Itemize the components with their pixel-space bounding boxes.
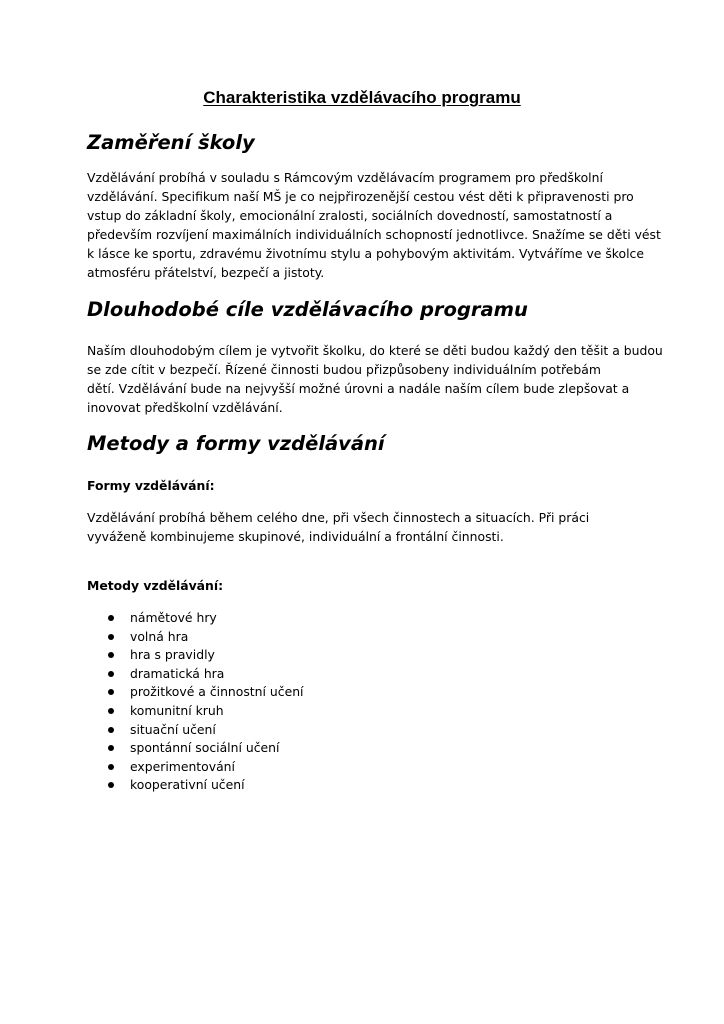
section-paragraph-zamereni-skoly	[87, 168, 661, 282]
section-heading-metody-formy: Metody a formy vzdělávání	[87, 432, 385, 455]
list-item-label: spontánní sociální učení	[130, 740, 280, 756]
document-title: Charakteristika vzdělávacího programu	[203, 88, 521, 107]
paragraph-line: vyváženě kombinujeme skupinové, individuální a frontální činnosti.	[87, 529, 504, 544]
forms-paragraph	[87, 508, 647, 546]
paragraph-line: vstup do základní školy, emocionální zralosti, sociálních dovedností, samostatností a	[87, 208, 613, 223]
paragraph-line: Vzdělávání probíhá během celého dne, při všech činnostech a situacích. Při práci	[87, 510, 590, 525]
list-item	[104, 683, 304, 702]
list-item	[104, 758, 304, 777]
list-item-label: kooperativní učení	[130, 777, 245, 793]
list-item	[104, 702, 304, 721]
paragraph-line: inovovat předškolní vzdělávání.	[87, 400, 283, 415]
list-item-label: komunitní kruh	[130, 702, 224, 718]
paragraph-line: vzdělávání. Specifikum naší MŠ je co nejpřirozenější cestou vést děti k připravenosti pro	[87, 189, 634, 204]
list-item-label: experimentování	[130, 758, 235, 774]
section-heading-zamereni-skoly: Zaměření školy	[87, 131, 255, 154]
bullet-icon	[108, 689, 114, 695]
methods-subheading: Metody vzdělávání:	[87, 578, 224, 593]
list-item-label: dramatická hra	[130, 665, 225, 681]
bullet-icon	[108, 708, 114, 714]
bullet-icon	[108, 745, 114, 751]
list-item-label: námětové hry	[130, 610, 217, 625]
list-item-label: volná hra	[130, 628, 189, 644]
bullet-icon	[108, 727, 114, 733]
list-item	[104, 609, 304, 628]
list-item	[104, 665, 304, 684]
list-item-label: prožitkové a činnostní učení	[130, 684, 304, 700]
list-item-label: hra s pravidly	[130, 647, 215, 663]
paragraph-line: atmosféru přátelství, bezpečí a jistoty.	[87, 265, 325, 280]
bullet-icon	[108, 764, 114, 770]
list-item-label: situační učení	[130, 721, 216, 737]
list-item	[104, 721, 304, 740]
paragraph-line: k lásce ke sportu, zdravému životnímu stylu a pohybovým aktivitám. Vytváříme ve školce	[87, 246, 644, 261]
forms-subheading: Formy vzdělávání:	[87, 478, 215, 493]
bullet-icon	[108, 652, 114, 658]
bullet-icon	[108, 615, 114, 621]
paragraph-line: především rozvíjení maximálních individuálních schopností jednotlivce. Snažíme se děti vést	[87, 227, 661, 242]
list-item	[104, 646, 304, 665]
paragraph-line: dětí. Vzdělávání bude na nejvyšší možné úrovni a nadále naším cílem bude zlepšovat a	[87, 381, 630, 396]
list-item	[104, 776, 304, 795]
paragraph-line: se zde cítit v bezpečí. Řízené činnosti budou přizpůsobeny individuálním potřebám	[87, 362, 601, 377]
paragraph-line: Vzdělávání probíhá v souladu s Rámcovým vzdělávacím programem pro předškolní	[87, 170, 603, 185]
bullet-icon	[108, 634, 114, 640]
bullet-icon	[108, 782, 114, 788]
section-paragraph-dlouhodobe-cile	[87, 341, 663, 417]
section-heading-dlouhodobe-cile: Dlouhodobé cíle vzdělávacího programu	[87, 298, 528, 321]
paragraph-line: Naším dlouhodobým cílem je vytvořit školku, do které se děti budou každý den těšit a budou	[87, 343, 663, 358]
bullet-icon	[108, 671, 114, 677]
methods-list	[104, 609, 304, 795]
list-item	[104, 739, 304, 758]
list-item	[104, 628, 304, 647]
